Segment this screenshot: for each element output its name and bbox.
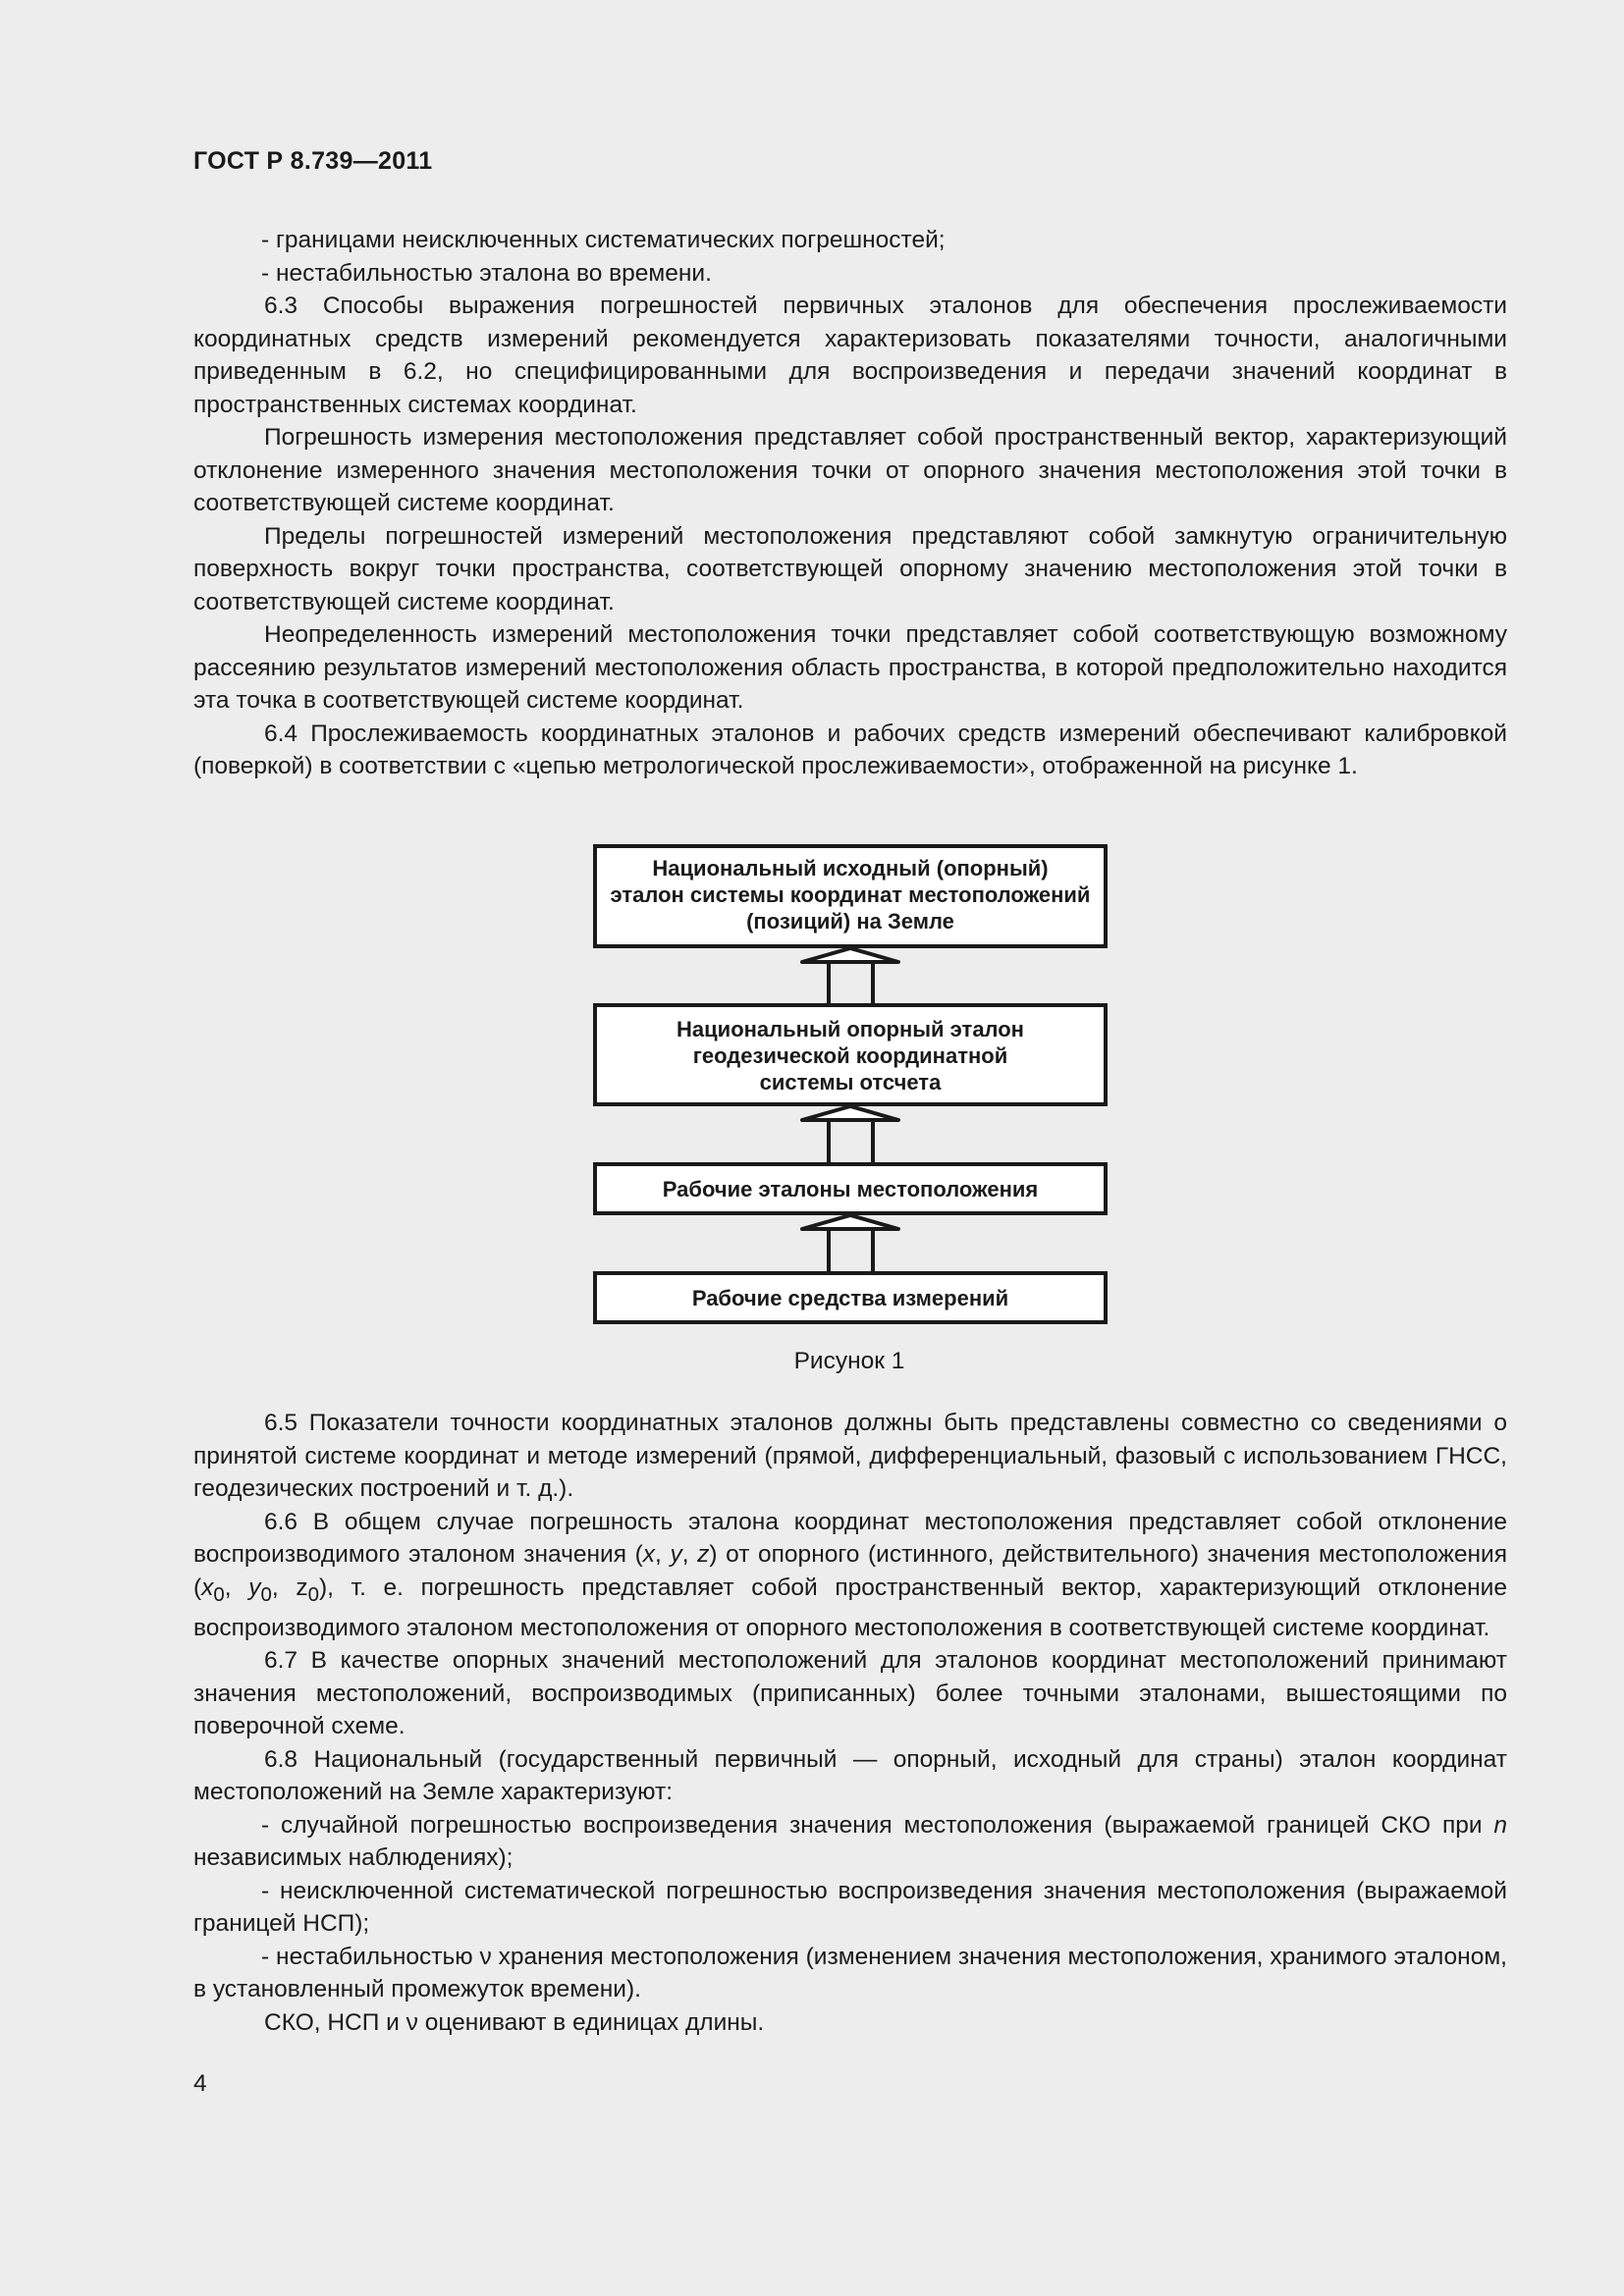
paragraph-final: СКО, НСП и ν оценивают в единицах длины. [264, 2008, 765, 2036]
list-item: - неисключенной систематической погрешностью воспроизведения значения местоположения (выражаемой границей НСП); [193, 1877, 1507, 1938]
document-header: ГОСТ Р 8.739—2011 [193, 147, 433, 175]
list-item: - границами неисключенных систематических погрешностей; [261, 227, 946, 253]
paragraph-error-definition: Погрешность измерения местоположения представляет собой пространственный вектор, характеризующий отклонение измеренного значения местоположения точки от опорного значения местоположения этой точки в соответствующей системе координат. [193, 424, 1507, 516]
text-block-bottom [193, 1407, 1507, 2039]
page-number: 4 [193, 2070, 207, 2097]
up-arrow-icon [802, 1106, 898, 1163]
box-2-line-1: Национальный опорный эталон [677, 1017, 1024, 1041]
paragraph-6-7: 6.7 В качестве опорных значений местоположений для эталонов координат местоположений принимают значения местоположений, воспроизводимых (приписанных) более точными эталонами, вышестоящими по поверочной схеме. [193, 1647, 1507, 1740]
figure-caption: Рисунок 1 [793, 1348, 905, 1374]
box-1-line-2: эталон системы координат местоположений [610, 882, 1091, 907]
paragraph-6-8: 6.8 Национальный (государственный первичный — опорный, исходный для страны) эталон координат местоположений на Земле характеризуют: [193, 1745, 1507, 1806]
paragraph-uncertainty-definition: Неопределенность измерений местоположения точки представляет собой соответствующую возможному рассеянию результатов измерений местоположения область пространства, в которой предположительно находится эта точка в соответствующей системе координат. [193, 621, 1507, 714]
up-arrow-icon [802, 948, 898, 1004]
box-1-line-3: (позиций) на Земле [746, 909, 954, 934]
list-item: - нестабильностью эталона во времени. [261, 259, 712, 287]
paragraph-6-4: 6.4 Прослеживаемость координатных эталонов и рабочих средств измерений обеспечивают калибровкой (поверкой) в соответствии с «цепью метрологической прослеживаемости», отображенной на рисунке 1. [193, 720, 1507, 779]
list-item: - случайной погрешностью воспроизведения значения местоположения (выражаемой границей СКО при n независимых наблюдениях); [193, 1811, 1507, 1872]
box-2-line-2: геодезической координатной [692, 1043, 1008, 1068]
box-3-line-1: Рабочие эталоны местоположения [662, 1177, 1039, 1201]
paragraph-limits-definition: Пределы погрешностей измерений местоположения представляют собой замкнутую ограничительную поверхность вокруг точки пространства, соответствующей опорному значению местоположения этой точки в соответствующей системе координат. [193, 522, 1507, 615]
paragraph-6-6: 6.6 В общем случае погрешность эталона координат местоположения представляет собой отклонение воспроизводимого эталоном значения (x, y, z) от опорного (истинного, действительного) значения местоположения ($x_0$, $y_0$, $z_0$), т. е. погрешность представляет собой пространственный вектор, характеризующий отклонение воспроизводимого эталоном местоположения от опорного местоположения в соответствующей системе координат. [193, 1508, 1508, 1641]
box-2-line-3: системы отсчета [759, 1070, 942, 1095]
up-arrow-icon [802, 1215, 898, 1272]
box-4-line-1: Рабочие средства измерений [691, 1286, 1009, 1310]
paragraph-6-5: 6.5 Показатели точности координатных эталонов должны быть представлены совместно со сведениями о принятой системе координат и методе измерений (прямой, дифференциальный, фазовый с использованием ГНСС, геодезических построений и т. д.). [193, 1410, 1507, 1502]
paragraph-6-3: 6.3 Способы выражения погрешностей первичных эталонов для обеспечения прослеживаемости координатных средств измерений рекомендуется характеризовать показателями точности, аналогичными приведенным в 6.2, но специфицированными для воспроизведения и передачи значений координат в пространственных системах координат. [193, 293, 1507, 418]
box-1-line-1: Национальный исходный (опорный) [652, 856, 1049, 881]
list-item: - нестабильностью ν хранения местоположения (изменением значения местоположения, хранимого эталоном, в установленный промежуток времени). [193, 1943, 1507, 2003]
